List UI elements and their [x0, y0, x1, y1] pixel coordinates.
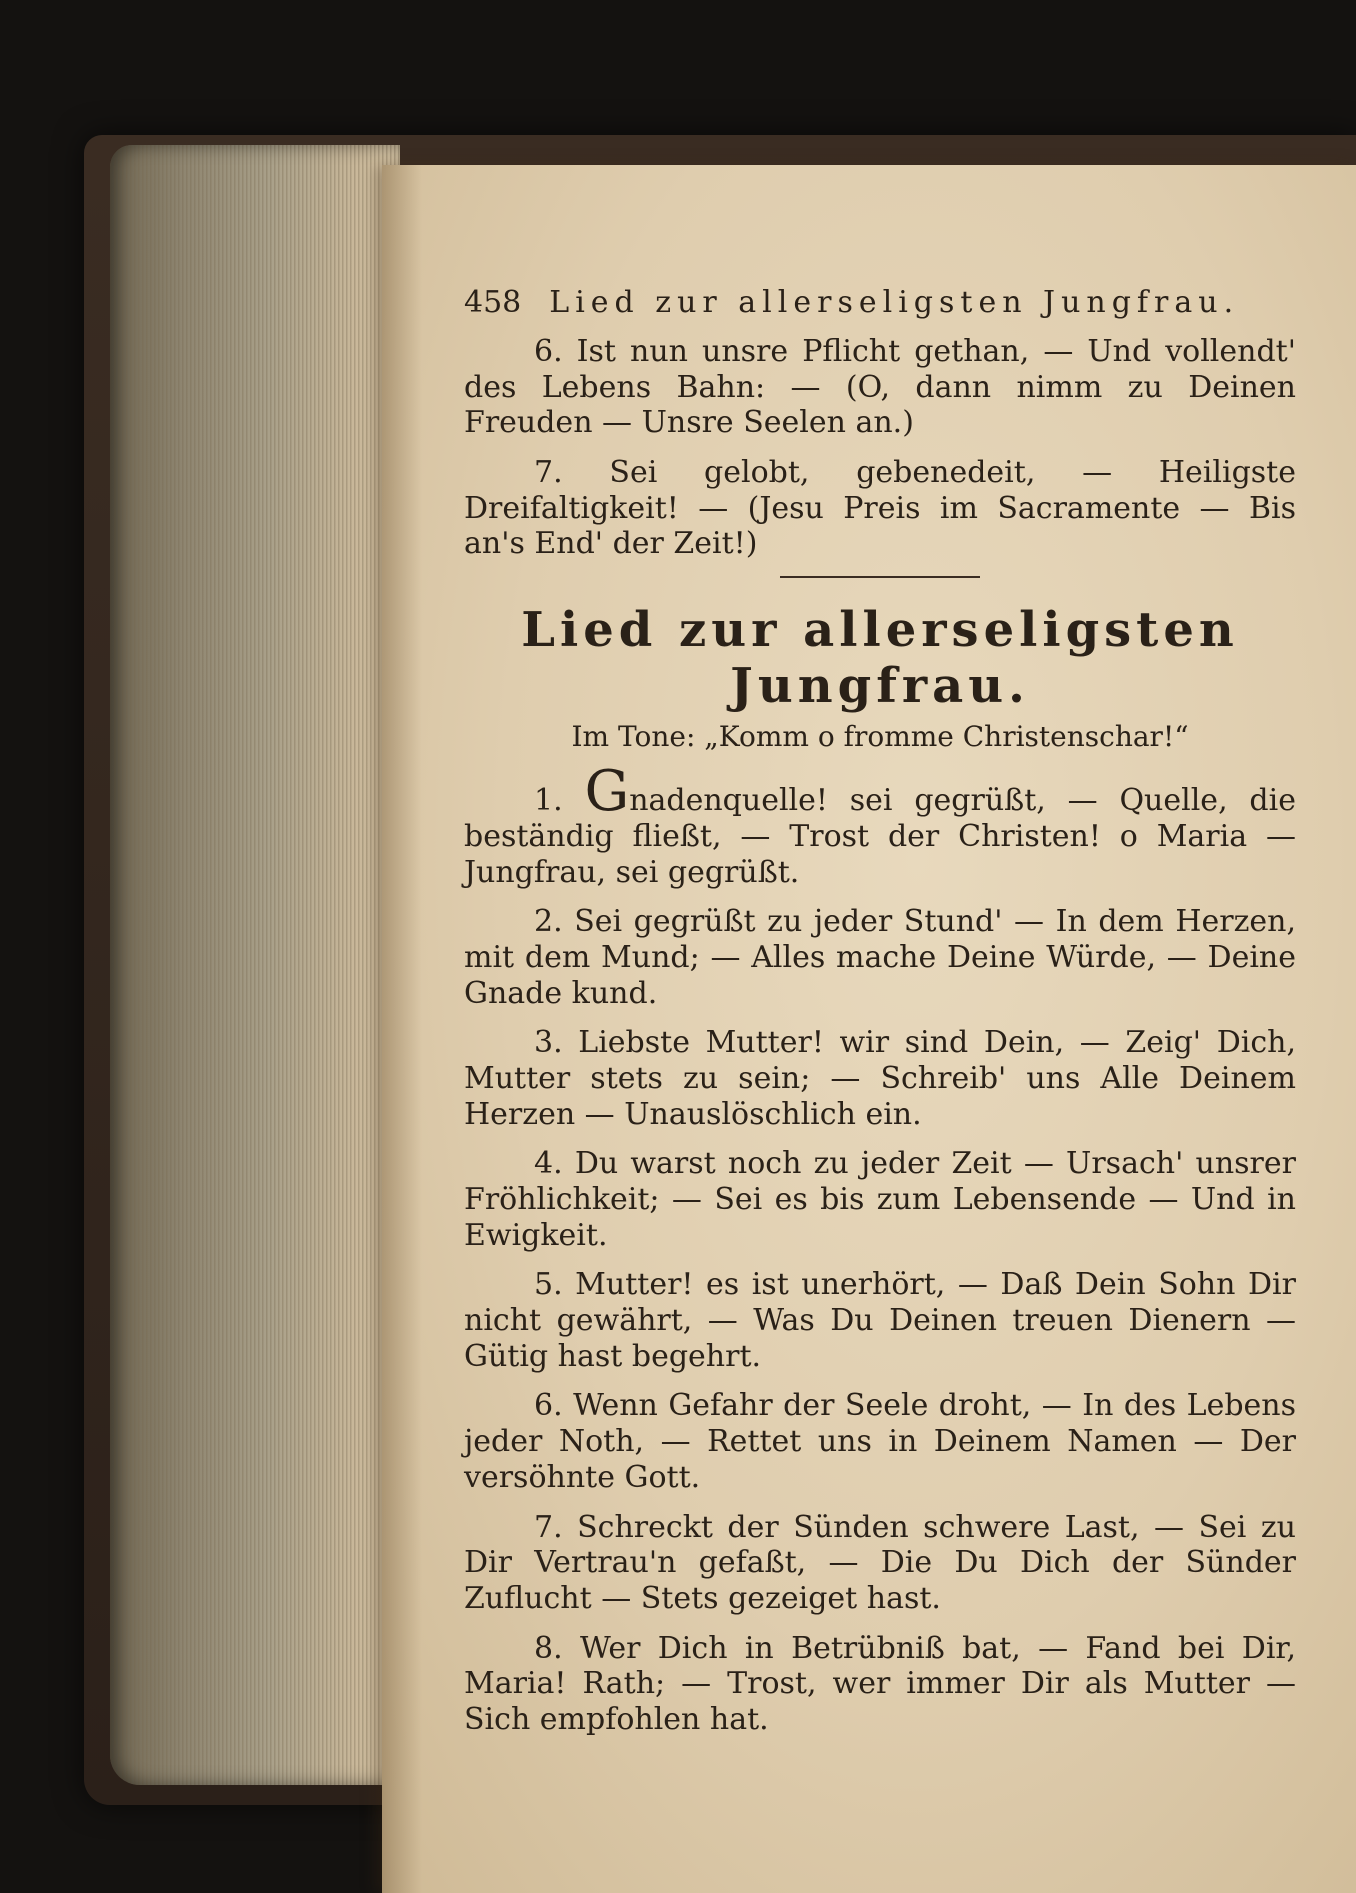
initial-letter: G: [584, 759, 630, 825]
page-edges: [110, 145, 400, 1785]
stanza-number: 3.: [534, 1025, 563, 1061]
stanza-text: Liebste Mutter! wir sind Dein, — Zeig' Dich, Mutter stets zu sein; — Schreib' uns Alle Deinem Herzen — Unauslöschlich ein.: [464, 1025, 1296, 1132]
running-head: Lied zur allerseligsten Jungfrau.: [549, 285, 1240, 320]
stanza-number: 8.: [534, 1630, 563, 1666]
stanza-number: 1.: [534, 783, 563, 819]
stanza: [464, 1631, 1296, 1738]
book-page: [382, 165, 1356, 1893]
stanza: [464, 1510, 1296, 1617]
stanza: [464, 1025, 1296, 1132]
stanza-text: Sei gegrüßt zu jeder Stund' — In dem Herzen, mit dem Mund; — Alles mache Deine Würde, — Deine Gnade kund.: [464, 904, 1296, 1011]
stanza-text: Mutter! es ist unerhört, — Daß Dein Sohn Dir nicht gewährt, — Was Du Deinen treuen Dienern — Gütig hast begehrt.: [464, 1267, 1296, 1374]
stanza-text: Wenn Gefahr der Seele droht, — In des Lebens jeder Noth, — Rettet uns in Deinem Namen — Der versöhnte Gott.: [464, 1388, 1297, 1495]
page-header: [464, 285, 1296, 320]
stanza: [464, 759, 1296, 890]
stanza-text: Ist nun unsre Pflicht gethan, — Und vollendt' des Lebens Bahn: — (O, dann nimm zu Deinen Freuden — Unsre Seelen an.): [464, 334, 1296, 441]
melody-note: Im Tone: „Komm o fromme Christenschar!“: [571, 720, 1189, 754]
stanza-number: 7.: [534, 455, 563, 491]
stanza: [464, 1388, 1296, 1495]
stanza: [464, 455, 1296, 562]
stanza-number: 4.: [534, 1146, 563, 1182]
stanza-number: 6.: [534, 334, 563, 369]
page-content: [464, 285, 1296, 1752]
divider-rule: [780, 576, 980, 578]
stanza: [464, 334, 1296, 441]
stanza-text: Schreckt der Sünden schwere Last, — Sei zu Dir Vertrau'n gefaßt, — Die Du Dich der Sünder Zuflucht — Stets gezeiget hast.: [464, 1509, 1296, 1616]
stanza-number: 2.: [534, 904, 563, 940]
stanza-text: Wer Dich in Betrübniß bat, — Fand bei Dir, Maria! Rath; — Trost, wer immer Dir als Mutter — Sich empfohlen hat.: [464, 1630, 1296, 1737]
stanza-text: nadenquelle! sei gegrüßt, — Quelle, die beständig fließt, — Trost der Christen! o Maria — Jungfrau, sei gegrüßt.: [464, 783, 1296, 890]
stanza-number: 5.: [534, 1267, 563, 1303]
stanza: [464, 1146, 1296, 1253]
page-number: 458: [464, 285, 522, 320]
stanza-text: Du warst noch zu jeder Zeit — Ursach' unsrer Fröhlichkeit; — Sei es bis zum Lebensende — Und in Ewigkeit.: [464, 1146, 1296, 1253]
song-title: Lied zur allerseligsten Jungfrau.: [521, 602, 1239, 715]
stanza-number: 7.: [534, 1509, 563, 1545]
stanza-text: Sei gelobt, gebenedeit, — Heiligste Dreifaltigkeit! — (Jesu Preis im Sacramente — Bis an's End' der Zeit!): [464, 455, 1296, 562]
stanza: [464, 904, 1296, 1011]
stanza-number: 6.: [534, 1388, 563, 1424]
stanza: [464, 1267, 1296, 1374]
